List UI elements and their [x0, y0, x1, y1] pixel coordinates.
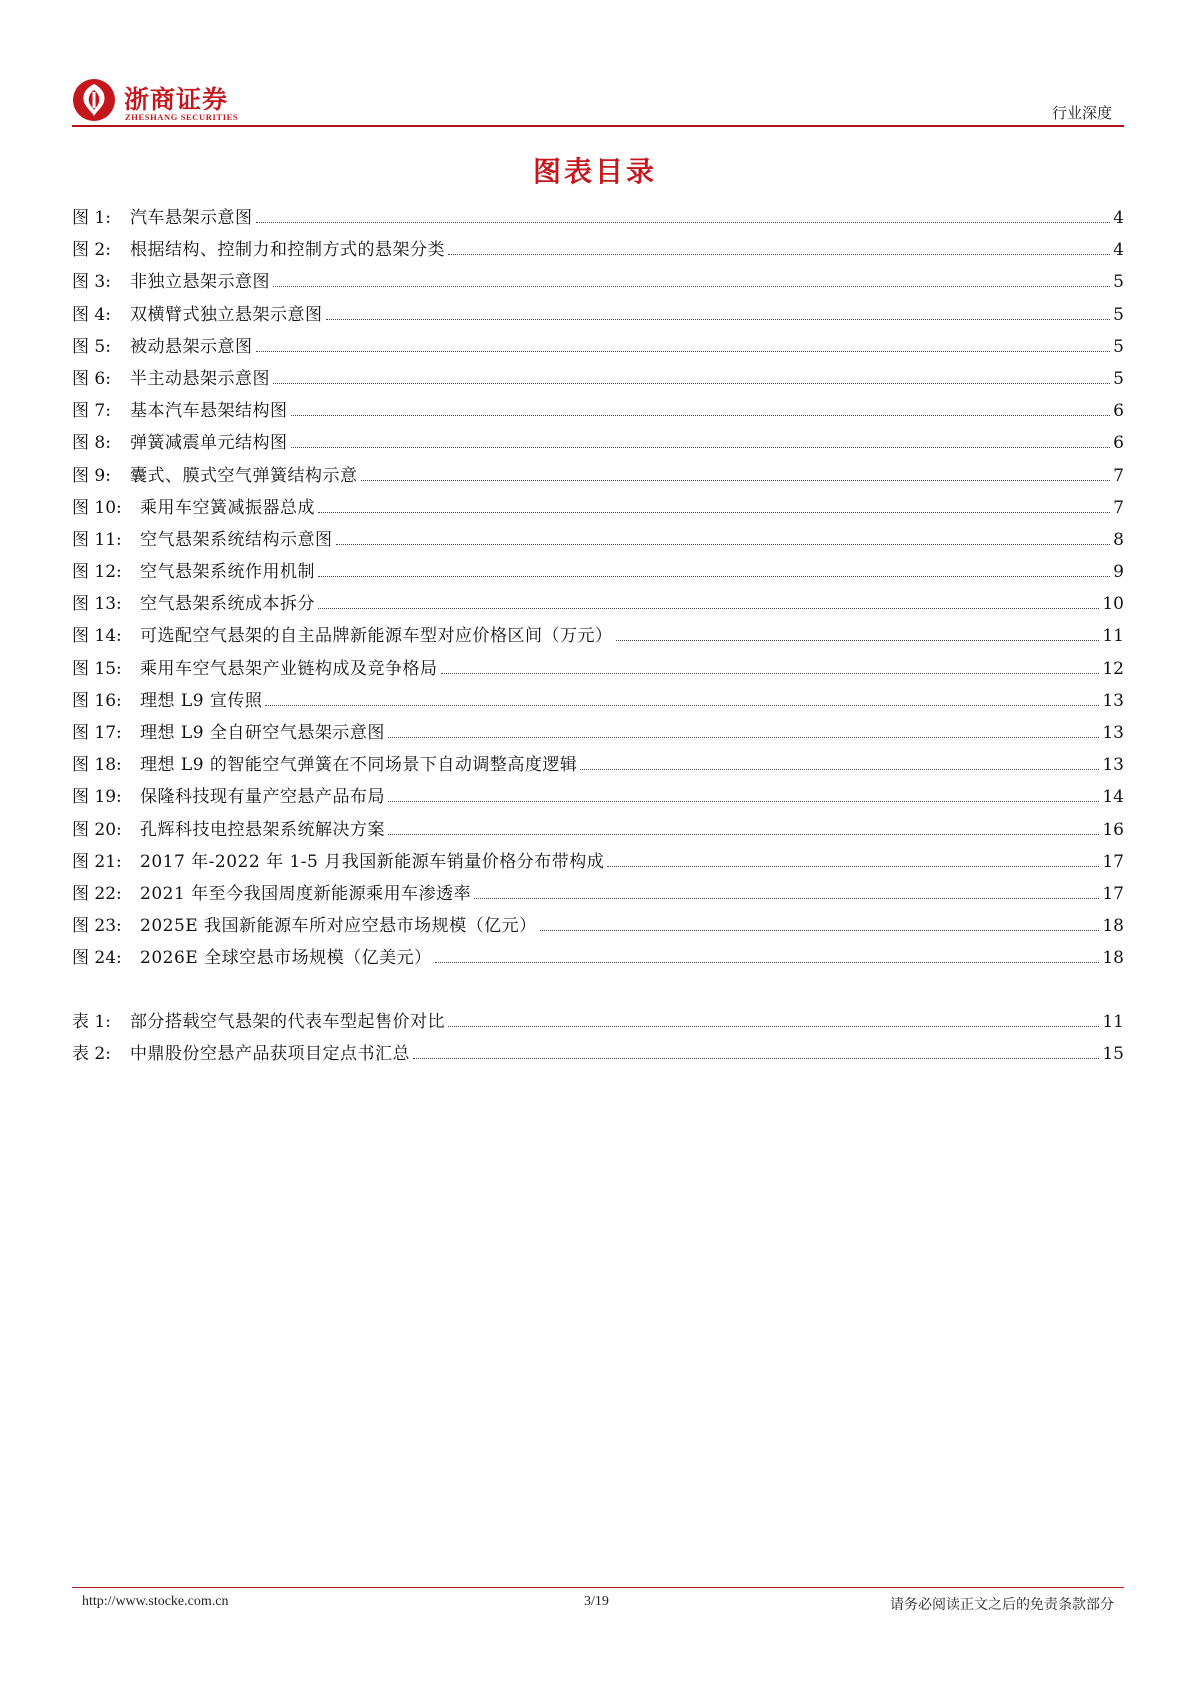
- toc-entry-page: 5: [1113, 304, 1124, 325]
- toc-entry-title: 理想 L9 全自研空气悬架示意图: [140, 723, 385, 743]
- toc-entry[interactable]: [72, 524, 1124, 556]
- toc-entry-label: 图 1:: [72, 208, 111, 228]
- toc-dot-leader: [336, 544, 1111, 545]
- toc-entry-label: 图 17:: [72, 723, 122, 743]
- toc-entry[interactable]: [72, 202, 1124, 234]
- toc-dot-leader: [448, 1026, 1099, 1027]
- toc-entry-page: 7: [1113, 465, 1124, 486]
- toc-entry[interactable]: [72, 846, 1124, 878]
- toc-entry-title: 基本汽车悬架结构图: [130, 401, 288, 422]
- figure-list: [72, 202, 1124, 975]
- toc-dot-leader: [273, 383, 1110, 384]
- toc-entry-label: 图 8:: [72, 433, 111, 454]
- toc-dot-leader: [441, 673, 1100, 674]
- header-divider: [72, 125, 1124, 127]
- toc-entry-title: 被动悬架示意图: [130, 336, 253, 357]
- toc-entry-page: 8: [1113, 529, 1124, 550]
- toc-entry[interactable]: [72, 234, 1124, 266]
- toc-dot-leader: [318, 512, 1110, 513]
- toc-dot-leader: [616, 640, 1100, 641]
- toc-dot-leader: [256, 222, 1111, 223]
- toc-entry-page: 5: [1113, 368, 1124, 389]
- toc-entry[interactable]: [72, 492, 1124, 524]
- toc-entry-label: 表 2:: [72, 1044, 111, 1065]
- toc-entry-label: 表 1:: [72, 1012, 111, 1032]
- company-logo: [72, 68, 332, 128]
- toc-entry-title: 囊式、膜式空气弹簧结构示意: [130, 465, 358, 486]
- toc-entry-page: 18: [1102, 916, 1124, 937]
- page-title: 图表目录: [532, 155, 657, 188]
- toc-entry-label: 图 16:: [72, 690, 122, 711]
- toc-entry[interactable]: [72, 460, 1124, 492]
- toc-entry-title: 根据结构、控制力和控制方式的悬架分类: [130, 240, 445, 261]
- logo-text-en: ZHESHANG SECURITIES: [125, 112, 239, 122]
- toc-entry[interactable]: [72, 395, 1124, 427]
- report-category: 行业深度: [1051, 104, 1112, 122]
- toc-entry[interactable]: [72, 717, 1124, 749]
- toc-entry-title: 可选配空气悬架的自主品牌新能源车型对应价格区间（万元）: [140, 626, 613, 647]
- toc-entry-page: 5: [1113, 336, 1124, 357]
- toc-entry-label: 图 3:: [72, 272, 111, 293]
- toc-entry-page: 4: [1113, 208, 1124, 228]
- toc-dot-leader: [540, 930, 1100, 931]
- toc-dot-leader: [474, 898, 1099, 899]
- toc-entry[interactable]: [72, 749, 1124, 781]
- toc-entry-title: 中鼎股份空悬产品获项目定点书汇总: [130, 1044, 410, 1065]
- toc-entry-title: 理想 L9 的智能空气弹簧在不同场景下自动调整高度逻辑: [140, 755, 578, 776]
- toc-entry-title: 乘用车空气悬架产业链构成及竞争格局: [140, 658, 438, 679]
- toc-entry-title: 理想 L9 宣传照: [140, 690, 263, 711]
- toc-entry-page: 13: [1102, 723, 1124, 743]
- toc-entry-title: 保隆科技现有量产空悬产品布局: [140, 787, 385, 808]
- toc-entry-label: 图 15:: [72, 658, 122, 679]
- toc-entry-page: 13: [1102, 690, 1124, 711]
- toc-entry[interactable]: [72, 299, 1124, 331]
- toc-entry-page: 16: [1102, 819, 1124, 840]
- toc-entry[interactable]: [72, 814, 1124, 846]
- toc-entry-page: 5: [1113, 272, 1124, 293]
- toc-entry[interactable]: [72, 1038, 1124, 1070]
- toc-entry-label: 图 2:: [72, 240, 111, 261]
- toc-entry-page: 7: [1113, 497, 1124, 518]
- footer-disclaimer: 请务必阅读正文之后的免责条款部分: [890, 1597, 1114, 1613]
- toc-entry-label: 图 13:: [72, 594, 122, 615]
- table-list: [72, 1006, 1124, 1070]
- toc-dot-leader: [388, 801, 1099, 802]
- toc-entry-title: 弹簧减震单元结构图: [130, 433, 288, 454]
- toc-entry-label: 图 22:: [72, 883, 122, 904]
- toc-entry-label: 图 23:: [72, 916, 122, 937]
- toc-entry-label: 图 11:: [72, 529, 122, 550]
- toc-entry-page: 11: [1102, 1012, 1124, 1032]
- toc-entry-title: 2025E 我国新能源车所对应空悬市场规模（亿元）: [140, 916, 537, 937]
- toc-entry-title: 2021 年至今我国周度新能源乘用车渗透率: [140, 883, 472, 904]
- toc-entry-label: 图 14:: [72, 626, 122, 647]
- toc-entry-label: 图 19:: [72, 787, 122, 808]
- toc-dot-leader: [318, 576, 1110, 577]
- toc-entry-page: 4: [1113, 240, 1124, 261]
- toc-entry-title: 孔辉科技电控悬架系统解决方案: [140, 819, 385, 840]
- logo-text-cn: 浙商证券: [124, 85, 229, 114]
- toc-entry-title: 空气悬架系统结构示意图: [140, 529, 333, 550]
- toc-entry-title: 半主动悬架示意图: [130, 368, 270, 389]
- toc-entry-page: 17: [1102, 883, 1124, 904]
- toc-entry-page: 6: [1113, 401, 1124, 422]
- toc-entry-label: 图 10:: [72, 497, 122, 518]
- toc-entry[interactable]: [72, 556, 1124, 588]
- toc-dot-leader: [291, 415, 1111, 416]
- toc-dot-leader: [580, 769, 1099, 770]
- toc-entry[interactable]: [72, 878, 1124, 910]
- toc-entry-page: 12: [1102, 658, 1124, 679]
- toc-entry-title: 空气悬架系统成本拆分: [140, 594, 315, 615]
- toc-entry-page: 11: [1102, 626, 1124, 647]
- toc-entry-page: 6: [1113, 433, 1124, 454]
- toc-dot-leader: [607, 866, 1099, 867]
- toc-dot-leader: [318, 608, 1099, 609]
- toc-entry-label: 图 9:: [72, 465, 111, 486]
- toc-entry-page: 9: [1113, 562, 1124, 583]
- toc-entry-page: 14: [1102, 787, 1124, 808]
- toc-entry[interactable]: [72, 942, 1124, 974]
- toc-entry-title: 2026E 全球空悬市场规模（亿美元）: [140, 948, 432, 969]
- toc-dot-leader: [388, 834, 1099, 835]
- toc-entry-page: 13: [1102, 755, 1124, 776]
- toc-entry[interactable]: [72, 685, 1124, 717]
- toc-dot-leader: [256, 351, 1111, 352]
- footer-divider: [72, 1587, 1124, 1588]
- toc-entry[interactable]: [72, 588, 1124, 620]
- toc-entry[interactable]: [72, 363, 1124, 395]
- toc-dot-leader: [361, 480, 1111, 481]
- toc-entry-label: 图 24:: [72, 948, 122, 969]
- toc-entry-title: 2017 年-2022 年 1-5 月我国新能源车销量价格分布带构成: [140, 851, 605, 872]
- toc-dot-leader: [326, 319, 1111, 320]
- toc-dot-leader: [265, 705, 1099, 706]
- toc-entry[interactable]: [72, 266, 1124, 298]
- toc-entry[interactable]: [72, 427, 1124, 459]
- toc-entry[interactable]: [72, 910, 1124, 942]
- toc-entry[interactable]: [72, 620, 1124, 652]
- toc-entry-title: 乘用车空簧减振器总成: [140, 497, 315, 518]
- toc-entry-title: 汽车悬架示意图: [130, 208, 253, 228]
- toc-entry[interactable]: [72, 781, 1124, 813]
- toc-entry[interactable]: [72, 1006, 1124, 1038]
- toc-entry-page: 10: [1102, 594, 1124, 615]
- toc-dot-leader: [435, 962, 1100, 963]
- toc-entry-label: 图 18:: [72, 755, 122, 776]
- toc-dot-leader: [388, 737, 1099, 738]
- logo-emblem-icon: [72, 78, 116, 122]
- toc-entry-label: 图 6:: [72, 368, 111, 389]
- toc-entry-label: 图 21:: [72, 851, 122, 872]
- page-number: 3/19: [584, 1594, 609, 1609]
- toc-entry-label: 图 7:: [72, 401, 111, 422]
- toc-dot-leader: [273, 286, 1110, 287]
- toc-entry-label: 图 12:: [72, 562, 122, 583]
- toc-entry-title: 部分搭载空气悬架的代表车型起售价对比: [130, 1012, 445, 1032]
- toc-entry[interactable]: [72, 653, 1124, 685]
- toc-dot-leader: [448, 254, 1110, 255]
- toc-entry-label: 图 20:: [72, 819, 122, 840]
- toc-entry-title: 双横臂式独立悬架示意图: [130, 304, 323, 325]
- toc-dot-leader: [291, 447, 1111, 448]
- page-header: [72, 68, 1124, 128]
- toc-entry-title: 非独立悬架示意图: [130, 272, 270, 293]
- toc-entry-page: 17: [1102, 851, 1124, 872]
- toc-dot-leader: [413, 1058, 1099, 1059]
- toc-entry-label: 图 5:: [72, 336, 111, 357]
- toc-entry-page: 18: [1102, 948, 1124, 969]
- toc-entry-label: 图 4:: [72, 304, 111, 325]
- toc-entry-page: 15: [1102, 1044, 1124, 1065]
- toc-entry-title: 空气悬架系统作用机制: [140, 562, 315, 583]
- footer-website-link[interactable]: http://www.stocke.com.cn: [82, 1594, 229, 1609]
- toc-entry[interactable]: [72, 331, 1124, 363]
